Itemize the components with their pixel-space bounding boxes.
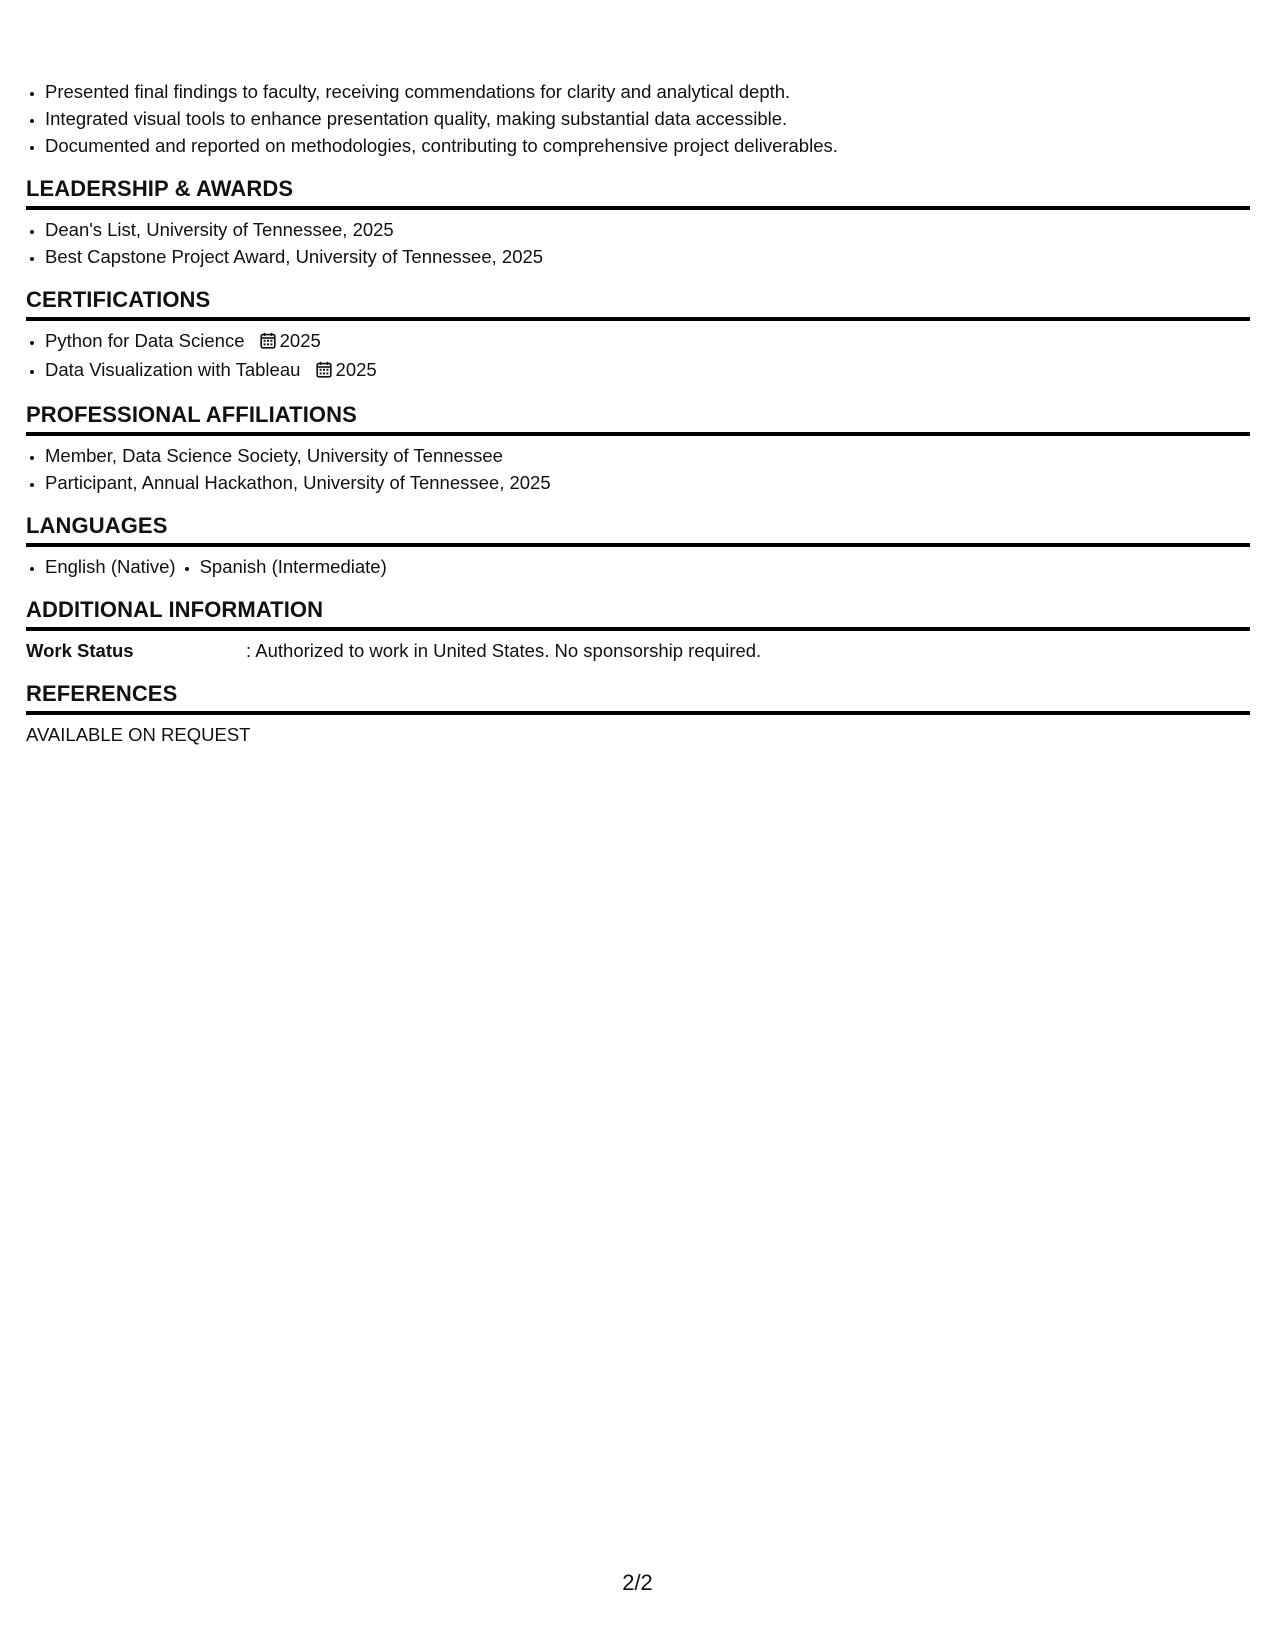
calendar-icon — [316, 358, 332, 385]
list-item: • Member, Data Science Society, University of Tennessee — [45, 442, 1250, 469]
languages-list — [26, 553, 1250, 580]
section-title: REFERENCES — [26, 681, 1250, 715]
section-title: CERTIFICATIONS — [26, 287, 1250, 321]
section-title: LANGUAGES — [26, 513, 1250, 547]
certification-name: Data Visualization with Tableau — [45, 359, 301, 380]
list-item: • Spanish (Intermediate) — [200, 553, 387, 580]
list-item: • Presented final findings to faculty, receiving commendations for clarity and analytical depth. — [45, 78, 1250, 105]
list-item: • Integrated visual tools to enhance presentation quality, making substantial data accessible. — [45, 105, 1250, 132]
list-item: • Documented and reported on methodologies, contributing to comprehensive project deliverables. — [45, 132, 1250, 159]
section-certifications — [26, 287, 1250, 385]
section-title: PROFESSIONAL AFFILIATIONS — [26, 402, 1250, 436]
list-item: • Participant, Annual Hackathon, University of Tennessee, 2025 — [45, 469, 1250, 496]
awards-list — [26, 216, 1250, 270]
certification-year: 2025 — [335, 359, 377, 380]
calendar-icon — [260, 329, 276, 356]
affiliations-list — [26, 442, 1250, 496]
list-item — [45, 356, 1250, 385]
list-item: • Dean's List, University of Tennessee, 2025 — [45, 216, 1250, 243]
list-item — [45, 327, 1250, 356]
section-professional-affiliations — [26, 402, 1250, 496]
section-title: ADDITIONAL INFORMATION — [26, 597, 1250, 631]
resume-page — [26, 78, 1250, 748]
section-references — [26, 681, 1250, 748]
work-status-label: Work Status — [26, 640, 134, 661]
section-languages — [26, 513, 1250, 580]
list-item: • Best Capstone Project Award, University of Tennessee, 2025 — [45, 243, 1250, 270]
list-item: • English (Native) — [45, 553, 176, 580]
section-title: LEADERSHIP & AWARDS — [26, 176, 1250, 210]
references-text: AVAILABLE ON REQUEST — [26, 724, 251, 745]
certification-name: Python for Data Science — [45, 330, 245, 351]
work-status-row — [26, 637, 1250, 664]
section-additional-information — [26, 597, 1250, 664]
section-leadership-awards — [26, 176, 1250, 270]
work-status-value: : Authorized to work in United States. No sponsorship required. — [246, 640, 762, 661]
page-number: 2/2 — [622, 1570, 653, 1595]
experience-bullet-list — [26, 78, 1250, 159]
certification-year: 2025 — [279, 330, 321, 351]
certifications-list — [26, 327, 1250, 385]
